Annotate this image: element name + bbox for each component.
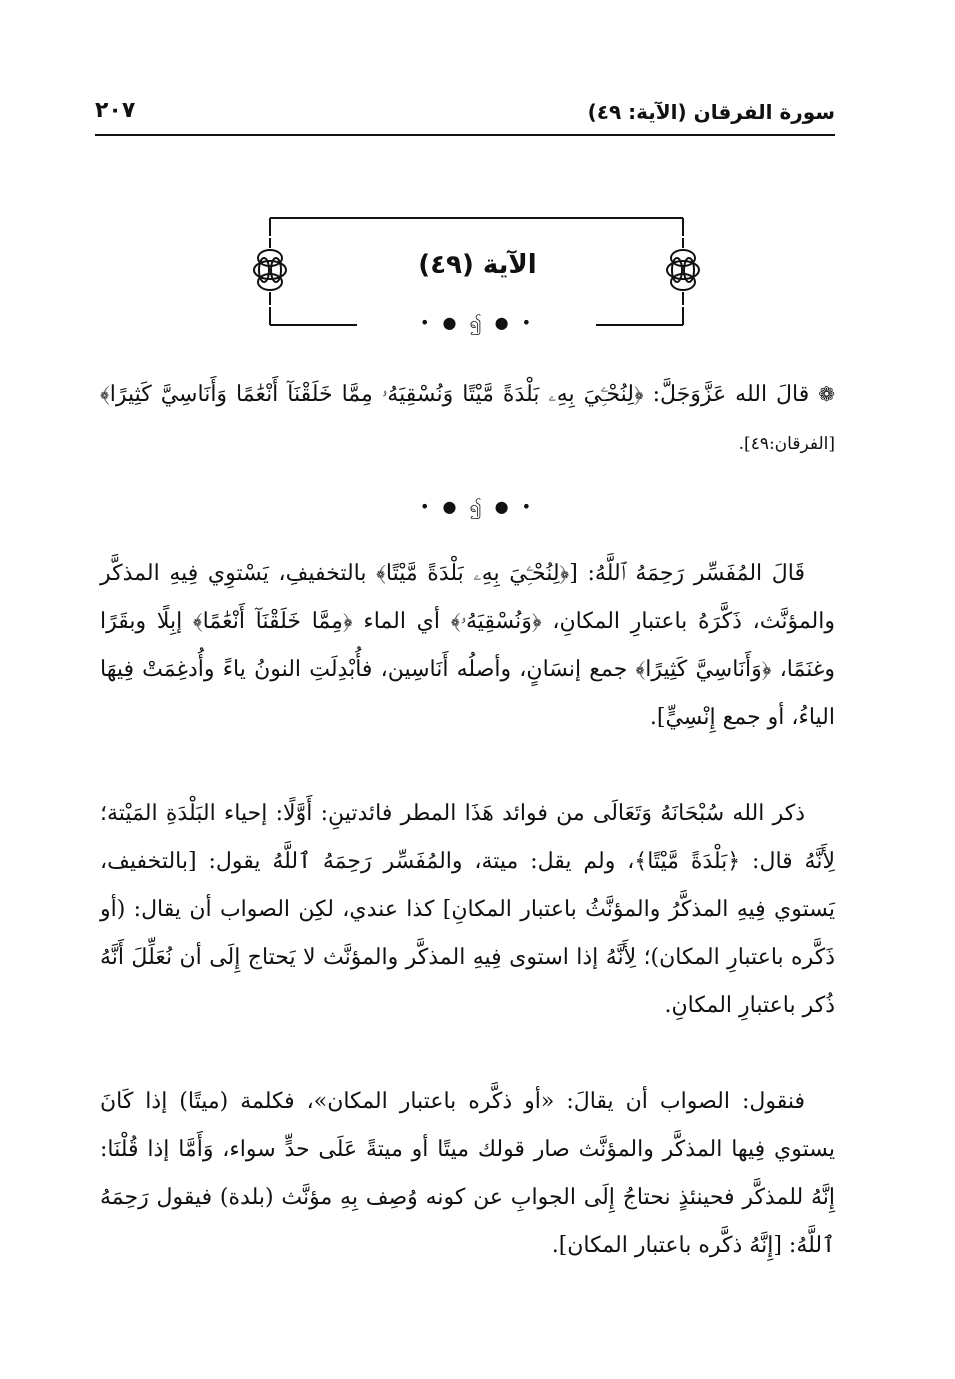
knot-ornament-left-icon [254, 238, 286, 305]
verse-bullet-icon: ❁ [818, 382, 835, 406]
knot-ornament-right-icon [667, 238, 699, 305]
section-separator: • ● ၍ ● • [419, 497, 536, 516]
verse-reference: [الفرقان:٤٩]. [738, 434, 835, 454]
paragraph-two-benefits: ذكر الله سُبْحَانَهُ وَتَعَالَى من فوائد هَذَا المطر فائدتينِ: أَوَّلًا: إحياء البَلْدَةِ المَيْتة؛ لِأَنَّهُ قال: ﴿بَلْدَةً مَّيْتًا﴾، ولم يقل: ميتة، والمُفَسِّر رَحِمَهُ ٱللَّهُ يقول: [بالتخفيف، يَستوي فِيهِ المذكَّرُ والمؤنَّثُ باعتبار المكانِ] كذا عندي، لكِن الصواب أن يقال: (أو ذَكَّره باعتبارِ المكان)؛ لِأَنَّهُ إذا استوى فِيهِ المذكَّر والمؤنَّث لا يَحتاج إِلَى أن نُعَلِّلَ أَنَّهُ ذُكر باعتبارِ المكانِ. [100, 801, 835, 1018]
verse-text: قالَ الله عَزَّوَجَلَّ: ﴿لِنُحْـِۧيَ بِهِۦ بَلْدَةً مَّيْتًا وَنُسْقِيَهُۥ مِمَّا خَلَقْنَآ أَنْعَٰمًا وَأَنَاسِيَّ كَثِيرًا﴾ [100, 382, 810, 407]
paragraph-tafsir-quote: قَالَ المُفَسِّر رَحِمَهُ ٱللَّهُ: [﴿لِنُحْـِۧيَ بِهِۦ بَلْدَةً مَّيْتًا﴾ بالتخفيفِ، يَسْتوِي فِيهِ المذكَّر والمؤنَّث، ذَكَّرَهُ باعتبارِ المكانِ، ﴿وَنُسْقِيَهُۥ﴾ أي الماء ﴿مِمَّا خَلَقْنَآ أَنْعَٰمًا﴾ إبِلًا وبقَرًا وغنَمًا، ﴿وَأَنَاسِيَّ كَثِيرًا﴾ جمع إنسَانٍ، وأصلُه أَنَاسِين، فأُبْدِلَتِ النونُ ياءً وأُدغِمَتْ فِيهَا الياءُ، أو جمع إِنْسِيٍّ]. [100, 561, 835, 730]
running-header-title: سورة الفرقان (الآية: ٤٩) [587, 100, 835, 124]
page-number: ٢٠٧ [95, 98, 136, 123]
ayah-heading-frame [0, 0, 955, 400]
ayah-heading: الآية (٤٩) [418, 250, 537, 280]
paragraph-correction: فنقول: الصواب أن يقالَ: «أو ذكَّره باعتبار المكان»، فكلمة (ميتًا) إذا كَانَ يستوي فِيها المذكَّر والمؤنَّث صار قولك ميتًا أو ميتةً عَلَى حدٍّ سواء، وَأَمَّا إذا قُلْنَا: إِنَّهُ للمذكَّر فحينئذٍ نحتاجُ إِلَى الجوابِ عن كونه وُصِف بِهِ مؤنَّث (بلدة) فيقول رَحِمَهُ ٱللَّهُ: [إِنَّهُ ذكَّره باعتبار المكان]. [100, 1089, 835, 1258]
heading-ornament: • ● ၍ ● • [419, 313, 536, 332]
verse-block [100, 370, 835, 468]
